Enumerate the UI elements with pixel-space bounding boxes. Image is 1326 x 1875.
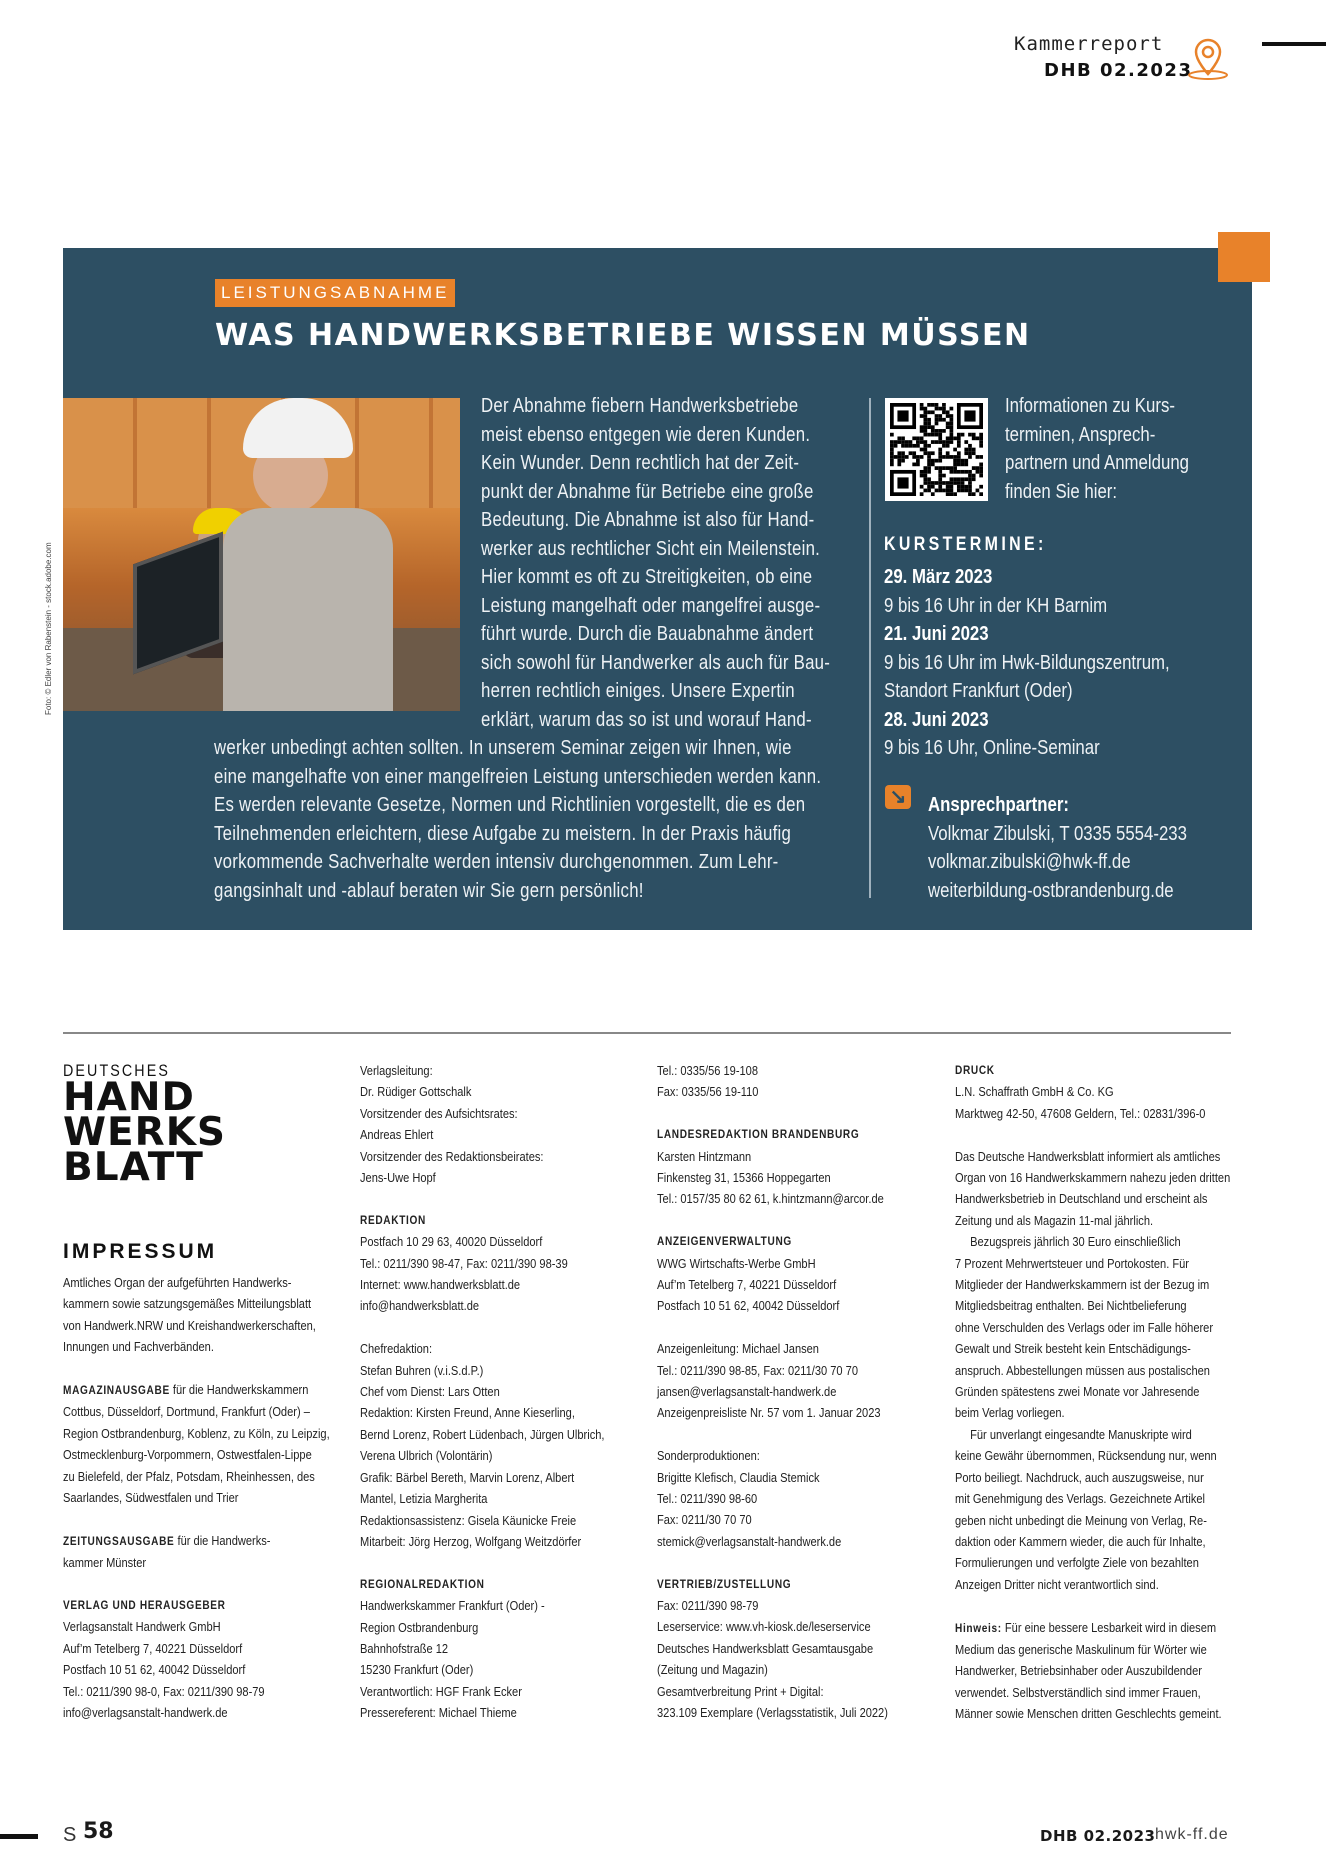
text-line: Handwerksbetrieb in Deutschland und erscheint als: [955, 1191, 1208, 1207]
text-line: Handwerker, Betriebsinhaber oder Auszubildender: [955, 1663, 1202, 1679]
inline-heading: MAGAZINAUSGABE: [63, 1383, 170, 1398]
text-line: 15230 Frankfurt (Oder): [360, 1662, 474, 1678]
logo-line: HAND: [63, 1075, 195, 1120]
text-line: kammer Münster: [63, 1555, 147, 1571]
inline-heading: Hinweis:: [955, 1620, 1002, 1635]
article-body-top: [481, 392, 830, 734]
course-date: 21. Juni 2023: [884, 623, 989, 645]
text-line: keine Gewähr übernommen, Rücksendung nur, wenn: [955, 1448, 1217, 1464]
impressum-heading: IMPRESSUM: [63, 1240, 218, 1263]
info-line: Informationen zu Kurs-: [1005, 395, 1175, 417]
text-line: Fax: 0211/390 98-79: [657, 1598, 759, 1614]
impressum-column-3: [657, 1060, 888, 1724]
impressum-column-1: [63, 1272, 330, 1723]
text-line: Für unverlangt eingesandte Manuskripte wird: [970, 1426, 1192, 1442]
block-heading: ANZEIGENVERWALTUNG: [657, 1234, 792, 1249]
courses-heading: KURSTERMINE:: [884, 534, 1047, 555]
spacer: [63, 1574, 330, 1595]
text-line: Karsten Hintzmann: [657, 1148, 752, 1164]
text-line: Saarlandes, Südwestfalen und Trier: [63, 1490, 239, 1506]
text-line: Auf’m Tetelberg 7, 40221 Düsseldorf: [63, 1640, 243, 1656]
text-line: Region Ostbrandenburg: [360, 1619, 479, 1635]
course-date: 28. Juni 2023: [884, 708, 989, 731]
footer-url[interactable]: hwk-ff.de: [1155, 1826, 1229, 1843]
text-line: Mitgliedsbeitrag enthalten. Bei Nichtbelieferung: [955, 1298, 1187, 1314]
body-line: herren rechtlich einiges. Unsere Expertin: [481, 680, 795, 702]
text-line: Formulierungen und verfolgte Ziele von bezahlten: [955, 1555, 1199, 1571]
text-line: Region Ostbrandenburg, Koblenz, zu Köln, zu Leipzig,: [63, 1425, 330, 1441]
block-first-line: [955, 1617, 1230, 1639]
contact-line: Volkmar Zibulski, T 0335 5554-233: [928, 822, 1188, 845]
body-line: Es werden relevante Gesetze, Normen und Richtlinien vorgestellt, die es den: [214, 794, 806, 816]
text-line: Chefredaktion:: [360, 1341, 433, 1357]
page-number: 58: [83, 1819, 114, 1844]
text-line: Chef vom Dienst: Lars Otten: [360, 1384, 500, 1400]
text-line: Vorsitzender des Redaktionsbeirates:: [360, 1148, 544, 1164]
text-line: Auf’m Tetelberg 7, 40221 Düsseldorf: [657, 1277, 837, 1293]
spacer: [955, 1124, 1230, 1145]
text-line: Andreas Ehlert: [360, 1127, 434, 1143]
text-line: Leserservice: www.vh-kiosk.de/leserservice: [657, 1619, 871, 1635]
text-line: Postfach 10 51 62, 40042 Düsseldorf: [657, 1298, 840, 1314]
footer-rule: [0, 1834, 38, 1839]
body-line: eine mangelhafte von einer mangelfreien Leistung unterschieden werden kann.: [214, 765, 822, 788]
text-line: stemick@verlagsanstalt-handwerk.de: [657, 1533, 842, 1549]
body-line: gangsinhalt und -ablauf beraten wir Sie gern persönlich!: [214, 879, 644, 902]
text-line: Postfach 10 29 63, 40020 Düsseldorf: [360, 1234, 543, 1250]
text-line: Fax: 0335/56 19-110: [657, 1084, 759, 1100]
issue-label: DHB 02.2023: [1044, 60, 1193, 81]
text-line: Cottbus, Düsseldorf, Dortmund, Frankfurt (Oder) –: [63, 1404, 310, 1420]
text-line: jansen@verlagsanstalt-handwerk.de: [657, 1384, 837, 1400]
impressum-column-4: [955, 1060, 1230, 1725]
text-line: 323.109 Exemplare (Verlagsstatistik, Juli 2022): [657, 1705, 888, 1721]
logo-line: BLATT: [63, 1145, 204, 1190]
text-line: Zeitung und als Magazin 11-mal jährlich.: [955, 1212, 1154, 1228]
body-line: Kein Wunder. Denn rechtlich hat der Zeit-: [481, 452, 800, 474]
column-divider: [869, 398, 871, 898]
text-line: Innungen und Fachverbänden.: [63, 1339, 214, 1355]
text-line: Tel.: 0335/56 19-108: [657, 1063, 759, 1078]
handwerksblatt-logo: [63, 1061, 226, 1190]
text-line: Tel.: 0211/390 98-47, Fax: 0211/390 98-39: [360, 1255, 568, 1271]
spacer: [657, 1210, 888, 1231]
spacer: [657, 1552, 888, 1573]
impressum-column-2: [360, 1060, 604, 1724]
text-line: Bahnhofstraße 12: [360, 1640, 449, 1656]
course-detail: 9 bis 16 Uhr im Hwk-Bildungszentrum,: [884, 651, 1170, 674]
logo-top: DEUTSCHES: [63, 1061, 170, 1080]
qr-code[interactable]: [885, 398, 988, 501]
text-line: Medium das generische Maskulinum für Wörter wie: [955, 1641, 1207, 1657]
text-line: Verena Ulbrich (Volontärin): [360, 1448, 493, 1464]
text-line: Postfach 10 51 62, 40042 Düsseldorf: [63, 1662, 246, 1678]
text-line: von Handwerk.NRW und Kreishandwerkerschaften,: [63, 1317, 316, 1333]
text-line: daktion oder Kammern wieder, die auch für Inhalte,: [955, 1533, 1206, 1549]
course-detail: Standort Frankfurt (Oder): [884, 680, 1073, 702]
footer-issue: DHB 02.2023: [1040, 1827, 1156, 1845]
contact-email[interactable]: volkmar.zibulski@hwk-ff.de: [928, 851, 1131, 873]
spacer: [657, 1103, 888, 1124]
course-list: [884, 563, 1170, 763]
header-rule: [1262, 42, 1326, 46]
text-line: Fax: 0211/30 70 70: [657, 1512, 752, 1528]
text-line: ohne Verschulden des Verlags oder im Falle höherer: [955, 1319, 1214, 1335]
text-line: kammern sowie satzungsgemäßes Mitteilungsblatt: [63, 1296, 312, 1312]
contact-website[interactable]: weiterbildung-ostbrandenburg.de: [928, 879, 1174, 902]
arrow-icon: ↘: [885, 785, 911, 809]
body-line: Hier kommt es oft zu Streitigkeiten, ob eine: [481, 566, 813, 588]
text-line: Vorsitzender des Aufsichtsrates:: [360, 1105, 518, 1121]
text-line: beim Verlag vorliegen.: [955, 1405, 1065, 1421]
text-line: Redaktionsassistenz: Gisela Käunicke Freie: [360, 1512, 577, 1528]
body-line: führt wurde. Durch die Bauabnahme ändert: [481, 623, 814, 645]
block-heading: REDAKTION: [360, 1212, 426, 1227]
course-detail: 9 bis 16 Uhr in der KH Barnim: [884, 594, 1108, 617]
text-line: Marktweg 42-50, 47608 Geldern, Tel.: 02831/396-0: [955, 1105, 1206, 1121]
text-line: Dr. Rüdiger Gottschalk: [360, 1084, 472, 1100]
block-first-line: [63, 1379, 330, 1401]
article-tag: LEISTUNGSABNAHME: [215, 279, 455, 307]
body-line: Bedeutung. Die Abnahme ist also für Hand-: [481, 509, 815, 531]
spacer: [360, 1317, 604, 1338]
text-line: 7 Prozent Mehrwertsteuer und Portokosten. Für: [955, 1255, 1189, 1271]
text-line: Tel.: 0157/35 80 62 61, k.hintzmann@arcor.de: [657, 1191, 884, 1207]
text-line: Redaktion: Kirsten Freund, Anne Kieserling,: [360, 1405, 575, 1421]
text-line: Internet: www.handwerksblatt.de: [360, 1277, 521, 1293]
text-line: (Zeitung und Magazin): [657, 1662, 768, 1678]
text-line: geben nicht unbedingt die Meinung von Verlag, Re-: [955, 1512, 1207, 1528]
info-text: [1005, 392, 1189, 506]
body-line: erklärt, warum das so ist und worauf Hand-: [481, 708, 812, 731]
text-line: Organ von 16 Handwerkskammern nahezu jeden dritten: [955, 1170, 1231, 1186]
text-line: zu Bielefeld, der Pfalz, Potsdam, Rheinhessen, des: [63, 1468, 315, 1484]
text-line: Grafik: Bärbel Bereth, Marvin Lorenz, Albert: [360, 1469, 575, 1485]
text-line: Gründen spätestens zwei Monate vor Jahresende: [955, 1384, 1200, 1400]
text-line: Amtliches Organ der aufgeführten Handwerks-: [63, 1275, 292, 1290]
text-line: Das Deutsche Handwerksblatt informiert als amtliches: [955, 1148, 1221, 1164]
info-line: finden Sie hier:: [1005, 480, 1118, 503]
body-line: Teilnehmenden erleichtern, diese Aufgabe zu meistern. In der Praxis häufig: [214, 822, 792, 845]
spacer: [657, 1424, 888, 1445]
text-line: info@handwerksblatt.de: [360, 1298, 480, 1314]
body-line: punkt der Abnahme für Betriebe eine große: [481, 480, 814, 503]
text-line: Brigitte Klefisch, Claudia Stemick: [657, 1469, 820, 1485]
accent-tab: [1218, 232, 1270, 282]
text-line: Mitglieder der Handwerkskammern ist der Bezug im: [955, 1277, 1210, 1293]
section-separator: [63, 1032, 1231, 1034]
text-line: Tel.: 0211/390 98-0, Fax: 0211/390 98-79: [63, 1683, 265, 1699]
contact-heading: Ansprechpartner:: [928, 794, 1069, 816]
contact-block: [928, 791, 1187, 905]
article-body-bottom: [214, 734, 821, 905]
text-line: Sonderproduktionen:: [657, 1448, 760, 1464]
body-line: Der Abnahme fiebern Handwerksbetriebe: [481, 395, 799, 417]
logo-line: WERKS: [63, 1110, 226, 1155]
body-line: sich sowohl für Handwerker als auch für Bau-: [481, 651, 831, 674]
text-line: Verlagsleitung:: [360, 1063, 433, 1078]
block-heading: VERLAG UND HERAUSGEBER: [63, 1598, 226, 1613]
text-line: Tel.: 0211/390 98-60: [657, 1491, 758, 1507]
text-line: Mitarbeit: Jörg Herzog, Wolfgang Weitzdörfer: [360, 1533, 582, 1549]
text-line: Gesamtverbreitung Print + Digital:: [657, 1683, 824, 1699]
text-line: Ostmecklenburg-Vorpommern, Ostwestfalen-Lippe: [63, 1447, 312, 1463]
spacer: [63, 1358, 330, 1379]
body-line: Leistung mangelhaft oder mangelfrei ausge-: [481, 594, 821, 617]
course-date: 29. März 2023: [884, 566, 993, 588]
block-heading: DRUCK: [955, 1063, 995, 1077]
spacer: [63, 1508, 330, 1529]
block-heading: LANDESREDAKTION BRANDENBURG: [657, 1127, 860, 1142]
section-label: Kammerreport: [1014, 33, 1164, 55]
photo-credit: Foto: © Edler von Rabenstein - stock.adobe.com: [44, 542, 53, 715]
text-line: L.N. Schaffrath GmbH & Co. KG: [955, 1084, 1114, 1100]
info-line: partnern und Anmeldung: [1005, 452, 1190, 474]
text-line: verwendet. Selbstverständlich sind immer Frauen,: [955, 1684, 1201, 1700]
text-line: Mantel, Letizia Margherita: [360, 1491, 488, 1507]
article-photo: [63, 398, 460, 711]
text-line: Anzeigenleitung: Michael Jansen: [657, 1341, 819, 1357]
text-line: Finkensteg 31, 15366 Hoppegarten: [657, 1170, 831, 1186]
body-line: meist ebenso entgegen wie deren Kunden.: [481, 423, 811, 446]
text-line: Verantwortlich: HGF Frank Ecker: [360, 1683, 522, 1699]
text-line: Porto beiliegt. Nachdruck, auch auszugsweise, nur: [955, 1469, 1204, 1485]
map-pin-icon: [1186, 36, 1230, 82]
spacer: [955, 1595, 1230, 1616]
text-line: Gewalt und Streik besteht kein Entschädigungs-: [955, 1341, 1191, 1357]
body-line: vorkommende Sachverhalte werden intensiv durchgenommen. Zum Lehr-: [214, 851, 779, 873]
line-text: Für eine bessere Lesbarkeit wird in diesem: [1001, 1619, 1217, 1635]
text-line: Deutsches Handwerksblatt Gesamtausgabe: [657, 1640, 874, 1656]
text-line: Jens-Uwe Hopf: [360, 1170, 436, 1186]
page-prefix: S: [63, 1824, 77, 1846]
text-line: info@verlagsanstalt-handwerk.de: [63, 1705, 228, 1721]
spacer: [360, 1188, 604, 1209]
block-first-line: [63, 1530, 330, 1552]
text-line: Handwerkskammer Frankfurt (Oder) -: [360, 1598, 545, 1614]
text-line: Anzeigen Dritter nicht verantwortlich sind.: [955, 1576, 1159, 1592]
text-line: mit Genehmigung des Verlags. Gezeichnete Artikel: [955, 1491, 1206, 1507]
body-line: werker aus rechtlicher Sicht ein Meilenstein.: [481, 537, 821, 560]
text-line: WWG Wirtschafts-Werbe GmbH: [657, 1255, 816, 1271]
text-line: Bernd Lorenz, Robert Lüdenbach, Jürgen Ulbrich,: [360, 1426, 605, 1442]
text-line: Anzeigenpreisliste Nr. 57 vom 1. Januar 2023: [657, 1405, 881, 1421]
block-heading: VERTRIEB/ZUSTELLUNG: [657, 1576, 792, 1591]
spacer: [657, 1317, 888, 1338]
block-heading: REGIONALREDAKTION: [360, 1576, 485, 1591]
body-line: werker unbedingt achten sollten. In unserem Seminar zeigen wir Ihnen, wie: [214, 737, 792, 759]
text-line: Verlagsanstalt Handwerk GmbH: [63, 1619, 221, 1635]
text-line: anspruch. Abbestellungen müssen aus postalischen: [955, 1362, 1210, 1378]
article-title: WAS HANDWERKSBETRIEBE WISSEN MÜSSEN: [215, 318, 1031, 353]
info-line: terminen, Ansprech-: [1005, 423, 1156, 446]
inline-heading: ZEITUNGSAUSGABE: [63, 1533, 175, 1548]
text-line: Pressereferent: Michael Thieme: [360, 1705, 517, 1721]
course-detail: 9 bis 16 Uhr, Online-Seminar: [884, 737, 1100, 759]
line-text: für die Handwerkskammern: [169, 1382, 309, 1398]
line-text: für die Handwerks-: [174, 1532, 271, 1548]
text-line: Männer sowie Menschen dritten Geschlechts gemeint.: [955, 1706, 1222, 1722]
text-line: Tel.: 0211/390 98-85, Fax: 0211/30 70 70: [657, 1362, 858, 1378]
spacer: [360, 1552, 604, 1573]
text-line: Stefan Buhren (v.i.S.d.P.): [360, 1362, 484, 1378]
text-line: Bezugspreis jährlich 30 Euro einschließlich: [970, 1234, 1181, 1250]
